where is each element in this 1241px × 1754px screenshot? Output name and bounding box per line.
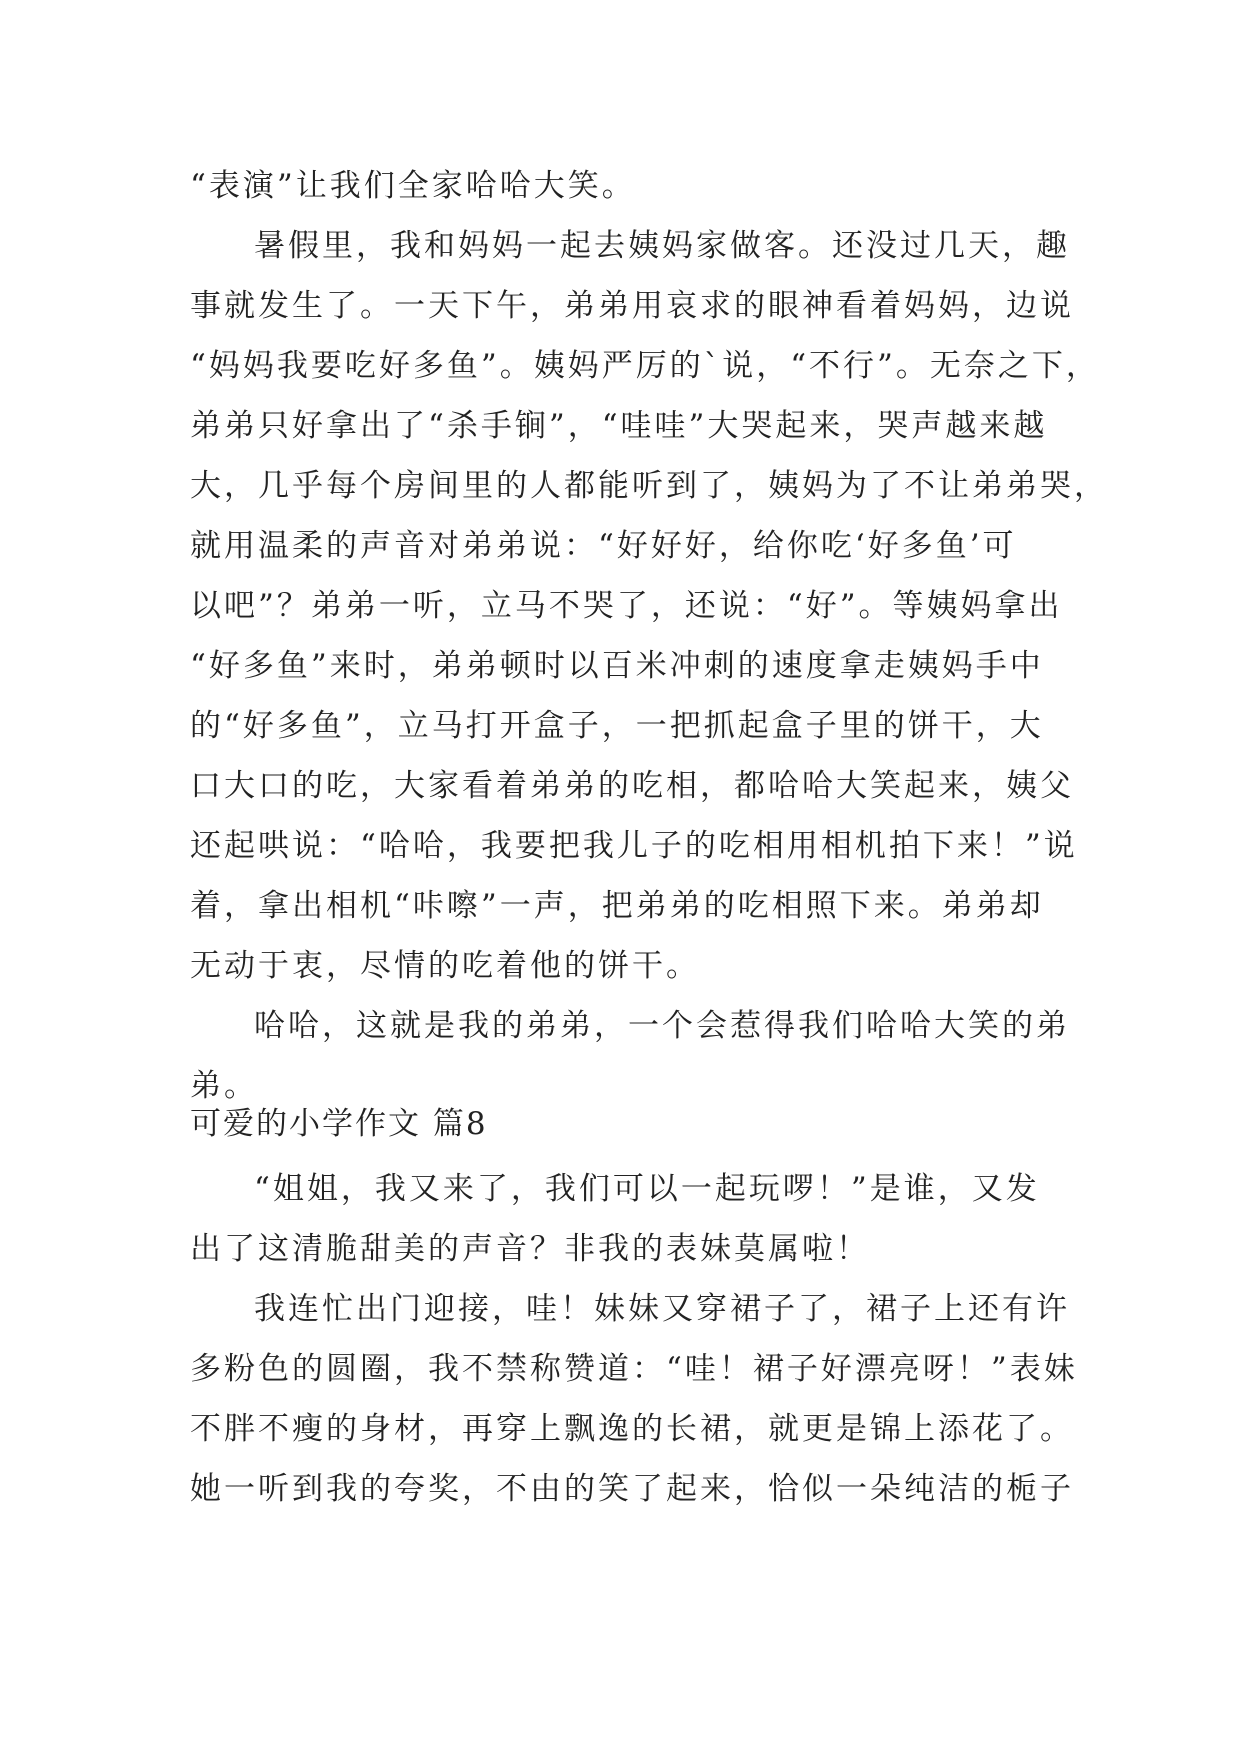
text-line: 就用温柔的声音对弟弟说：“好好好，给你吃‘好多鱼’可 xyxy=(190,528,1017,564)
text-line: 口大口的吃，大家看着弟弟的吃相，都哈哈大笑起来，姨父 xyxy=(190,768,1074,804)
text-line: 大，几乎每个房间里的人都能听到了，姨妈为了不让弟弟哭， xyxy=(190,468,1108,504)
text-line: 以吧”？弟弟一听，立马不哭了，还说：“好”。等姨妈拿出 xyxy=(190,588,1063,624)
paragraph-first-line: 我连忙出门迎接，哇！妹妹又穿裙子了，裙子上还有许 xyxy=(254,1291,1070,1327)
paragraph-first-line: “姐姐，我又来了，我们可以一起玩啰！”是谁，又发 xyxy=(254,1171,1040,1207)
section-heading: 可爱的小学作文 篇8 xyxy=(190,1106,488,1142)
text-line: 多粉色的圆圈，我不禁称赞道：“哇！裙子好漂亮呀！”表妹 xyxy=(190,1351,1078,1387)
text-line: 着，拿出相机“咔嚓”一声，把弟弟的吃相照下来。弟弟却 xyxy=(190,888,1044,924)
text-line: “好多鱼”来时，弟弟顿时以百米冲刺的速度拿走姨妈手中 xyxy=(190,648,1044,684)
essay-part-2 xyxy=(190,1159,1078,1519)
text-line: “妈妈我要吃好多鱼”。姨妈严厉的`说，“不行”。无奈之下， xyxy=(190,348,1100,384)
text-line: 还起哄说：“哈哈，我要把我儿子的吃相用相机拍下来！”说 xyxy=(190,828,1078,864)
paragraph-first-line: 哈哈，这就是我的弟弟，一个会惹得我们哈哈大笑的弟 xyxy=(254,1008,1070,1044)
text-line: 出了这清脆甜美的声音？非我的表妹莫属啦！ xyxy=(190,1231,870,1267)
text-line: 事就发生了。一天下午，弟弟用哀求的眼神看着妈妈，边说 xyxy=(190,288,1074,324)
paragraph-first-line: 暑假里，我和妈妈一起去姨妈家做客。还没过几天，趣 xyxy=(254,228,1070,264)
text-line: “表演”让我们全家哈哈大笑。 xyxy=(190,168,636,204)
text-line: 她一听到我的夸奖，不由的笑了起来，恰似一朵纯洁的栀子 xyxy=(190,1471,1074,1507)
text-line: 的“好多鱼”，立马打开盒子，一把抓起盒子里的饼干，大 xyxy=(190,708,1044,744)
essay-part-1 xyxy=(190,156,1108,1116)
text-line: 无动于衷，尽情的吃着他的饼干。 xyxy=(190,948,700,984)
text-line: 弟弟只好拿出了“杀手锏”，“哇哇”大哭起来，哭声越来越 xyxy=(190,408,1048,444)
text-line: 弟。 xyxy=(190,1068,258,1104)
text-line: 不胖不瘦的身材，再穿上飘逸的长裙，就更是锦上添花了。 xyxy=(190,1411,1074,1447)
